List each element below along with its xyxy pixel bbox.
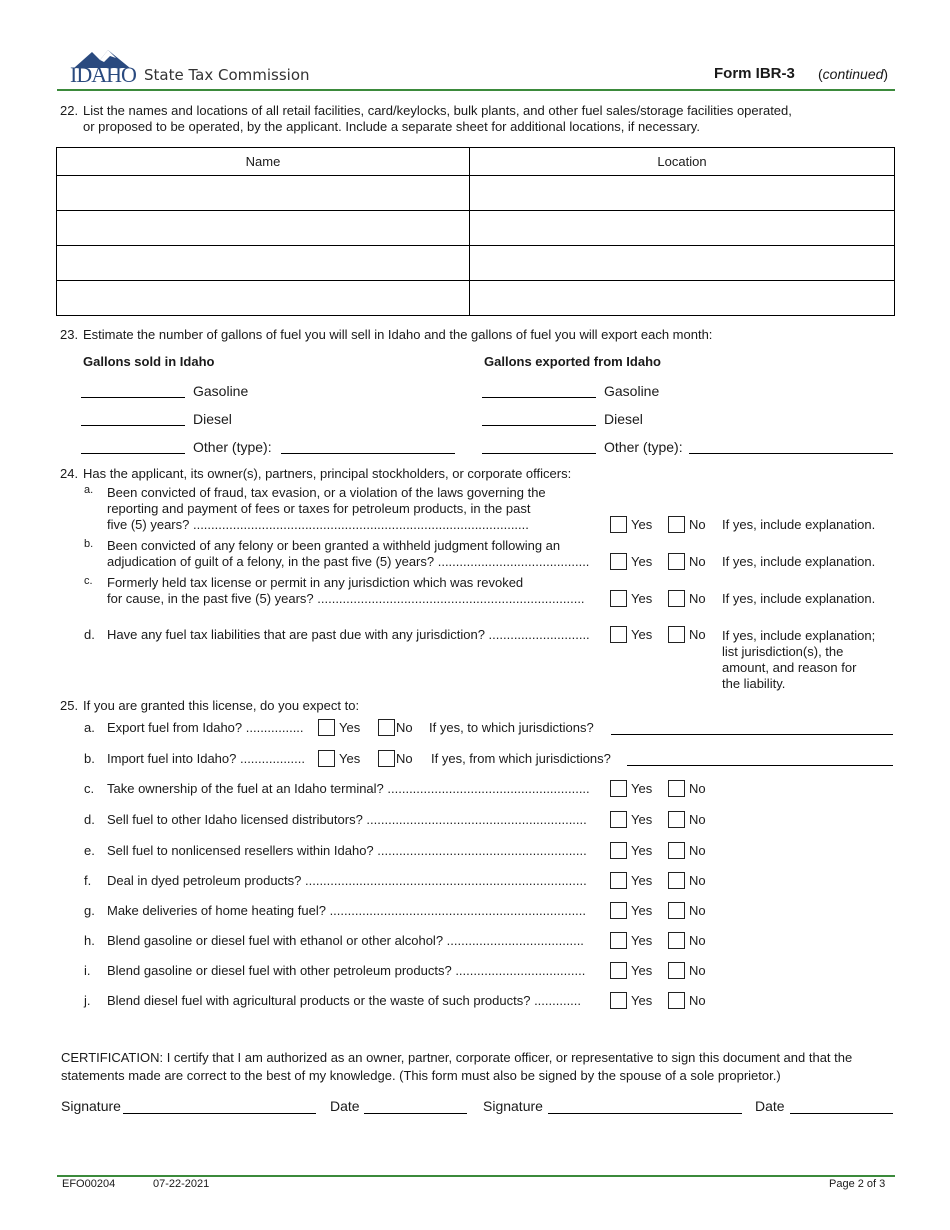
agency-name: State Tax Commission <box>144 66 310 84</box>
q24c-line1: Formerly held tax license or permit in any jurisdiction which was revoked <box>107 575 524 590</box>
q25f-letter: f. <box>84 873 92 888</box>
q25b-which-label: If yes, from which jurisdictions? <box>431 751 611 766</box>
q24-number: 24. <box>60 466 79 481</box>
exported-diesel-field[interactable] <box>482 425 596 426</box>
q25i-no-checkbox[interactable] <box>668 962 685 979</box>
q24c-letter: c. <box>84 575 93 587</box>
q25-text: If you are granted this license, do you expect to: <box>83 698 360 713</box>
q25g-text: Make deliveries of home heating fuel? ....................................................................... <box>107 903 587 918</box>
q24b-yes-checkbox[interactable] <box>610 553 627 570</box>
q25j-yes-label: Yes <box>631 993 653 1008</box>
q25j-letter: j. <box>84 993 91 1008</box>
q25g-letter: g. <box>84 903 95 918</box>
q24c-yes-label: Yes <box>631 591 653 606</box>
q23-text: Estimate the number of gallons of fuel you will sell in Idaho and the gallons of fuel you will export each month: <box>83 327 713 342</box>
q24b-no-label: No <box>689 554 706 569</box>
q25e-text: Sell fuel to nonlicensed resellers within Idaho? .......................................................... <box>107 843 587 858</box>
q25a-letter: a. <box>84 720 95 735</box>
q24a-explain: If yes, include explanation. <box>722 517 876 532</box>
q25a-yes-checkbox[interactable] <box>318 719 335 736</box>
q25a-text: Export fuel from Idaho? ................ <box>107 720 304 735</box>
q25e-yes-label: Yes <box>631 843 653 858</box>
signature1-label: Signature <box>61 1098 121 1114</box>
q25a-which-label: If yes, to which jurisdictions? <box>429 720 594 735</box>
q24b-no-checkbox[interactable] <box>668 553 685 570</box>
import-jurisdictions-field[interactable] <box>627 765 893 766</box>
q25c-yes-checkbox[interactable] <box>610 780 627 797</box>
q22-text-line2: or proposed to be operated, by the applicant. Include a separate sheet for additional locations, if necessary. <box>83 119 700 134</box>
q24c-yes-checkbox[interactable] <box>610 590 627 607</box>
name-cell[interactable] <box>57 246 470 281</box>
q25h-no-checkbox[interactable] <box>668 932 685 949</box>
location-cell[interactable] <box>470 281 895 316</box>
q24a-line2: reporting and payment of fees or taxes for petroleum products, in the past <box>107 501 531 516</box>
certification-line1: CERTIFICATION: I certify that I am authorized as an owner, partner, corporate officer, or representative to sign this document and that the <box>61 1050 853 1065</box>
q25h-yes-checkbox[interactable] <box>610 932 627 949</box>
q25c-no-checkbox[interactable] <box>668 780 685 797</box>
q25e-yes-checkbox[interactable] <box>610 842 627 859</box>
q24c-no-label: No <box>689 591 706 606</box>
q25i-yes-checkbox[interactable] <box>610 962 627 979</box>
q25e-letter: e. <box>84 843 95 858</box>
q25b-no-label: No <box>396 751 413 766</box>
exported-other-field[interactable] <box>482 453 596 454</box>
q25g-no-checkbox[interactable] <box>668 902 685 919</box>
q24a-line1: Been convicted of fraud, tax evasion, or a violation of the laws governing the <box>107 485 546 500</box>
signature1-field[interactable] <box>123 1113 316 1114</box>
q25d-text: Sell fuel to other Idaho licensed distributors? ............................................................. <box>107 812 587 827</box>
q24d-explain-line3: amount, and reason for <box>722 660 857 675</box>
date2-field[interactable] <box>790 1113 893 1114</box>
q24d-no-checkbox[interactable] <box>668 626 685 643</box>
q25-number: 25. <box>60 698 79 713</box>
q25i-no-label: No <box>689 963 706 978</box>
q24d-no-label: No <box>689 627 706 642</box>
q24-text: Has the applicant, its owner(s), partners, principal stockholders, or corporate officers: <box>83 466 572 481</box>
q25c-yes-label: Yes <box>631 781 653 796</box>
q22-number: 22. <box>60 103 79 118</box>
footer-date: 07-22-2021 <box>153 1178 210 1190</box>
q25f-yes-checkbox[interactable] <box>610 872 627 889</box>
date2-label: Date <box>755 1098 785 1114</box>
certification-line2: statements made are correct to the best of my knowledge. (This form must also be signed by the spouse of a sole proprietor.) <box>61 1068 781 1083</box>
exported-gasoline-field[interactable] <box>482 397 596 398</box>
q25d-no-checkbox[interactable] <box>668 811 685 828</box>
q25h-no-label: No <box>689 933 706 948</box>
q24d-yes-checkbox[interactable] <box>610 626 627 643</box>
q25c-no-label: No <box>689 781 706 796</box>
q23-number: 23. <box>60 327 79 342</box>
q25d-yes-checkbox[interactable] <box>610 811 627 828</box>
q25i-yes-label: Yes <box>631 963 653 978</box>
sold-gasoline-field[interactable] <box>81 397 185 398</box>
q25e-no-label: No <box>689 843 706 858</box>
q24d-explain-line2: list jurisdiction(s), the <box>722 644 844 659</box>
q24a-letter: a. <box>84 484 94 496</box>
q24d-explain-line4: the liability. <box>722 676 786 691</box>
signature2-label: Signature <box>483 1098 543 1114</box>
q25d-letter: d. <box>84 812 95 827</box>
table-row <box>57 281 895 316</box>
q25c-text: Take ownership of the fuel at an Idaho terminal? ........................................................ <box>107 781 590 796</box>
q25a-yes-label: Yes <box>339 720 361 735</box>
col-header-location: Location <box>470 148 895 176</box>
q25j-text: Blend diesel fuel with agricultural products or the waste of such products? ............. <box>107 993 582 1008</box>
gallons-sold-heading: Gallons sold in Idaho <box>83 354 215 369</box>
q24a-yes-label: Yes <box>631 517 653 532</box>
name-cell[interactable] <box>57 281 470 316</box>
q25d-no-label: No <box>689 812 706 827</box>
sold-other-label: Other (type): <box>193 439 272 455</box>
col-header-name: Name <box>57 148 470 176</box>
q25f-no-checkbox[interactable] <box>668 872 685 889</box>
q24b-letter: b. <box>84 538 94 550</box>
q25g-no-label: No <box>689 903 706 918</box>
location-cell[interactable] <box>470 176 895 211</box>
q24a-no-checkbox[interactable] <box>668 516 685 533</box>
q22-text-line1: List the names and locations of all retail facilities, card/keylocks, bulk plants, and other fuel sales/storage facilities operated, <box>83 103 792 118</box>
q24c-line2: for cause, in the past five (5) years? .......................................................................... <box>107 591 585 606</box>
q25j-no-label: No <box>689 993 706 1008</box>
name-cell[interactable] <box>57 211 470 246</box>
locations-table <box>56 147 895 316</box>
date1-field[interactable] <box>364 1113 467 1114</box>
q25f-no-label: No <box>689 873 706 888</box>
sold-gasoline-label: Gasoline <box>193 383 249 399</box>
logo-word: IDAHO <box>70 62 136 87</box>
q24a-yes-checkbox[interactable] <box>610 516 627 533</box>
q25g-yes-label: Yes <box>631 903 653 918</box>
q25j-no-checkbox[interactable] <box>668 992 685 1009</box>
q25h-letter: h. <box>84 933 95 948</box>
q25g-yes-checkbox[interactable] <box>610 902 627 919</box>
export-jurisdictions-field[interactable] <box>611 734 893 735</box>
footer-form-code: EFO00204 <box>62 1178 116 1190</box>
q24a-line3: five (5) years? ............................................................................................. <box>107 517 529 532</box>
sold-other-field[interactable] <box>81 453 185 454</box>
exported-diesel-label: Diesel <box>604 411 643 427</box>
continued-label: (continued) <box>818 66 889 82</box>
q25c-letter: c. <box>84 781 95 796</box>
q25e-no-checkbox[interactable] <box>668 842 685 859</box>
idaho-logo <box>70 48 142 86</box>
q25b-text: Import fuel into Idaho? .................. <box>107 751 305 766</box>
date1-label: Date <box>330 1098 360 1114</box>
q24d-yes-label: Yes <box>631 627 653 642</box>
q25i-letter: i. <box>84 963 91 978</box>
location-cell[interactable] <box>470 211 895 246</box>
gallons-exported-heading: Gallons exported from Idaho <box>484 354 661 369</box>
signature2-field[interactable] <box>548 1113 742 1114</box>
form-title: Form IBR-3 <box>714 65 795 82</box>
q24c-explain: If yes, include explanation. <box>722 591 876 606</box>
q24d-letter: d. <box>84 627 95 642</box>
exported-other-type-field[interactable] <box>689 453 893 454</box>
q24b-yes-label: Yes <box>631 554 653 569</box>
q25j-yes-checkbox[interactable] <box>610 992 627 1009</box>
q24d-line1: Have any fuel tax liabilities that are past due with any jurisdiction? ............................ <box>107 627 590 642</box>
q25h-yes-label: Yes <box>631 933 653 948</box>
q25a-no-label: No <box>396 720 413 735</box>
table-row <box>57 246 895 281</box>
location-cell[interactable] <box>470 246 895 281</box>
sold-other-type-field[interactable] <box>281 453 455 454</box>
q25f-yes-label: Yes <box>631 873 653 888</box>
header-rule <box>57 89 895 91</box>
q25h-text: Blend gasoline or diesel fuel with ethanol or other alcohol? ...................................... <box>107 933 584 948</box>
sold-diesel-label: Diesel <box>193 411 232 427</box>
q25b-no-checkbox[interactable] <box>378 750 395 767</box>
q25f-text: Deal in dyed petroleum products? .............................................................................. <box>107 873 587 888</box>
q24b-explain: If yes, include explanation. <box>722 554 876 569</box>
sold-diesel-field[interactable] <box>81 425 185 426</box>
q25i-text: Blend gasoline or diesel fuel with other petroleum products? .................................... <box>107 963 586 978</box>
q24b-line1: Been convicted of any felony or been granted a withheld judgment following an <box>107 538 561 553</box>
q25b-yes-checkbox[interactable] <box>318 750 335 767</box>
name-cell[interactable] <box>57 176 470 211</box>
exported-gasoline-label: Gasoline <box>604 383 660 399</box>
q24b-line2: adjudication of guilt of a felony, in the past five (5) years? .......................................... <box>107 554 590 569</box>
table-row <box>57 176 895 211</box>
q25a-no-checkbox[interactable] <box>378 719 395 736</box>
q24c-no-checkbox[interactable] <box>668 590 685 607</box>
exported-other-label: Other (type): <box>604 439 683 455</box>
table-row <box>57 211 895 246</box>
q25b-yes-label: Yes <box>339 751 361 766</box>
footer-page-number: Page 2 of 3 <box>829 1178 886 1190</box>
q24d-explain-line1: If yes, include explanation; <box>722 628 876 643</box>
q24a-no-label: No <box>689 517 706 532</box>
footer-rule <box>57 1175 895 1177</box>
q25b-letter: b. <box>84 751 95 766</box>
q25d-yes-label: Yes <box>631 812 653 827</box>
